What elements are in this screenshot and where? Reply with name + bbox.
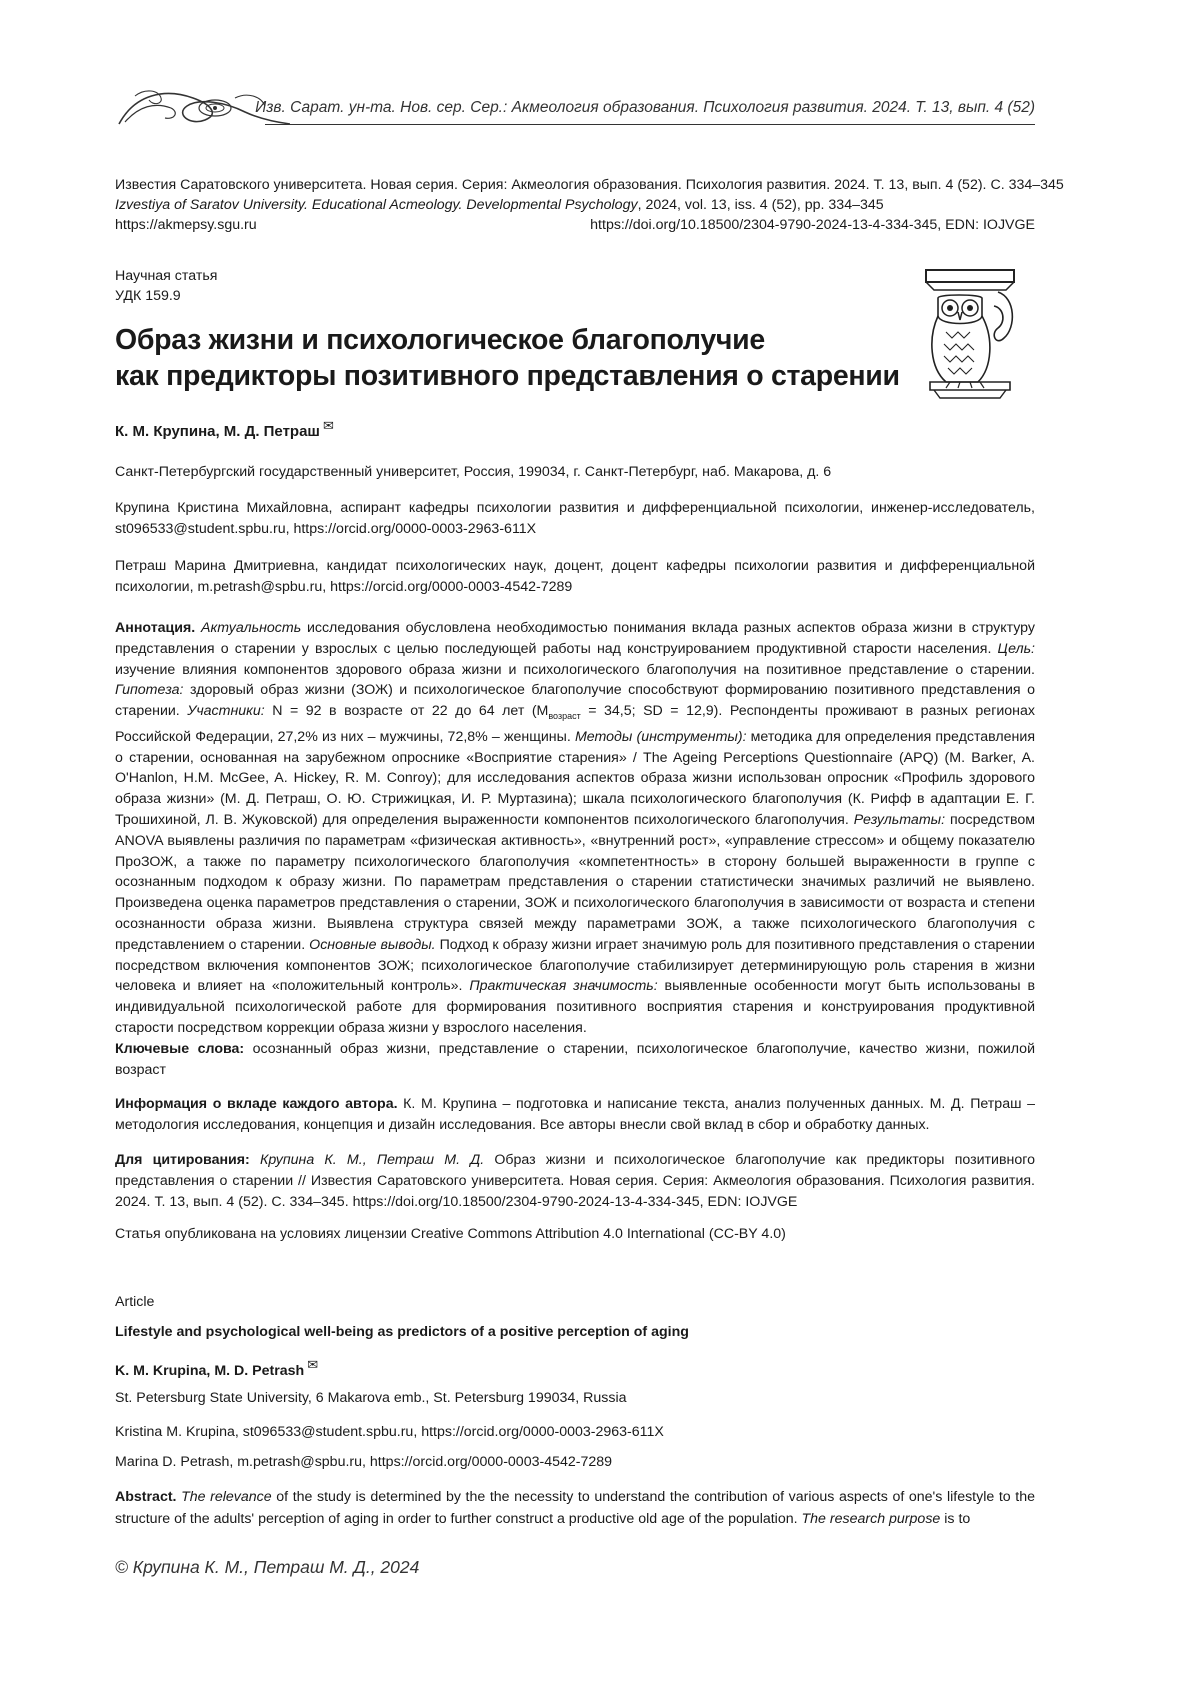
goal-text: изучение влияния компонентов здорового образа жизни и психологического благополучия на позитивное представление о старении. <box>115 662 1035 678</box>
title-line-2: как предикторы позитивного представления о старении <box>115 358 905 394</box>
abstract-label: Аннотация. <box>115 620 195 636</box>
hypothesis-text: здоровый образ жизни (ЗОЖ) и психологическое благополучие способствуют формированию позитивного представления о старении. <box>115 682 1035 719</box>
ru-citation-line: Известия Саратовского университета. Новая серия. Серия: Акмеология образования. Психология развития. 2024. Т. 13, вып. 4 (52). С. 334–345 <box>115 175 1035 195</box>
title-line-1: Образ жизни и психологическое благополучие <box>115 322 905 358</box>
authors-ru-names: К. М. Крупина, М. Д. Петраш <box>115 423 320 440</box>
actuality-label: Актуальность <box>201 620 301 636</box>
journal-site-link[interactable]: https://akmepsy.sgu.ru <box>115 215 257 235</box>
participants-text-b: = 34,5; SD = 12,9). Респонденты проживают в разных регионах Российской Федерации, 27,2% из них – мужчины, 72,8% – женщины. <box>115 703 1035 745</box>
owl-emblem-icon <box>920 268 1020 400</box>
en-mail-icon[interactable]: ✉ <box>307 1357 318 1372</box>
citation-text: Образ жизни и психологическое благополучие как предикторы позитивного представления о старении // Известия Саратовского университета. Новая серия. Серия: Акмеология образования. Психология развития. 2024. Т. 13, вып. 4 (52). С. 334–345. https://doi.org/10.18500/2304-9790-2024-13-4-334-345, EDN: IOJVGE <box>115 1152 1035 1210</box>
abstract-section <box>115 618 1035 1245</box>
contribution-text: К. М. Крупина – подготовка и написание текста, анализ полученных данных. М. Д. Петраш – методология исследования, концепция и дизайн исследования. Все авторы внесли свой вклад в сбор и обработку данных. <box>115 1096 1035 1133</box>
author1-info-ru: Крупина Кристина Михайловна, аспирант кафедры психологии развития и дифференциальной психологии, инженер-исследователь, st096533@student.spbu.ru, https://orcid.org/0000-0003-2963-611X <box>115 498 1035 540</box>
links-line <box>115 215 1035 235</box>
en-author1: Kristina M. Krupina, st096533@student.spbu.ru, https://orcid.org/0000-0003-2963-611X <box>115 1422 1035 1443</box>
practical-label: Практическая значимость: <box>469 978 657 994</box>
en-relevance-label: The relevance <box>181 1489 272 1505</box>
en-purpose-text: is to <box>940 1511 970 1527</box>
keywords-label: Ключевые слова: <box>115 1041 244 1057</box>
participants-subscript: возраст <box>548 711 580 721</box>
hypothesis-label: Гипотеза: <box>115 682 184 698</box>
article-type-block <box>115 266 217 306</box>
doi-link[interactable]: https://doi.org/10.18500/2304-9790-2024-13-4-334-345, EDN: IOJVGE <box>590 215 1035 235</box>
goal-label: Цель: <box>998 641 1035 657</box>
en-article-type: Article <box>115 1292 1035 1313</box>
license-paragraph: Статья опубликована на условиях лицензии Creative Commons Attribution 4.0 International (CC-BY 4.0) <box>115 1224 1035 1245</box>
participants-text-a: N = 92 в возрасте от 22 до 64 лет (M <box>265 703 549 719</box>
citation-label: Для цитирования: <box>115 1152 250 1168</box>
running-head-text: Изв. Сарат. ун-та. Нов. сер. Сер.: Акмеология образования. Психология развития. 2024. Т. 13, вып. 4 (52) <box>255 99 1035 117</box>
abstract-paragraph <box>115 618 1035 1039</box>
contribution-paragraph <box>115 1094 1035 1136</box>
authors-ru <box>115 418 334 440</box>
actuality-text: исследования обусловлена необходимостью понимания вклада разных аспектов образа жизни в структуру представления о старении у взрослых с целью последующей работы над конструированием продуктивной старости населения. <box>115 620 1035 657</box>
en-authors-names: K. M. Krupina, M. D. Petrash <box>115 1363 304 1379</box>
conclusions-text: Подход к образу жизни играет значимую роль для позитивного представления о старении посредством включения компонентов ЗОЖ; психологическое благополучие стабилизирует детерминирующую роль старения в жизни человека и влияет на «положительный контроль». <box>115 937 1035 995</box>
en-relevance-text: of the study is determined by the the necessity to understand the contribution of various aspects of one's lifestyle to the structure of the adults' perception of aging in order to further construct a productive old age of the population. <box>115 1489 1035 1527</box>
copyright-notice: © Крупина К. М., Петраш М. Д., 2024 <box>115 1557 419 1578</box>
contribution-label: Информация о вкладе каждого автора. <box>115 1096 398 1112</box>
en-author2: Marina D. Petrash, m.petrash@spbu.ru, https://orcid.org/0000-0003-4542-7289 <box>115 1452 1035 1473</box>
methods-text: методика для определения представления о старении, основанная на зарубежном опроснике «Восприятие старения» / The Ageing Perceptions Questionnaire (APQ) (M. Barker, A. O'Hanlon, H.M. McGee, A. Hickey, R. M. Conroy); для исследования аспектов образа жизни использован опросник «Профиль здорового образа жизни» (М. Д. Петраш, О. Ю. Стрижицкая, И. Р. Муртазина); шкала психологического благополучия (К. Рифф в адаптации Е. Г. Трошихиной, Л. В. Жуковской) для определения выраженности компонентов психологического благополучия. <box>115 729 1035 828</box>
en-abstract-label: Abstract. <box>115 1489 177 1505</box>
keywords-paragraph <box>115 1039 1035 1081</box>
en-purpose-label: The research purpose <box>802 1511 941 1527</box>
results-label: Результаты: <box>854 812 945 828</box>
journal-meta <box>115 175 1035 235</box>
en-affiliation: St. Petersburg State University, 6 Makarova emb., St. Petersburg 199034, Russia <box>115 1388 1035 1409</box>
article-type: Научная статья <box>115 266 217 286</box>
results-text: посредством ANOVA выявлены различия по параметрам «физическая активность», «внутренний рост», «управление стрессом» и общему показателю ПроЗОЖ, а также по параметру психологического благополучия «компетентность» в сторону большей выраженности в группе с осознанным подходом к образу жизни. По параметрам представления о старении статистически значимых различий не выявлено. Произведена оценка параметров представления о старении, ЗОЖ и психологического благополучия в зависимости от возраста и степени осознанности образа жизни. Выявлена структура связей между параметрами ЗОЖ, а также психологического благополучия с представлением о старении. <box>115 812 1035 953</box>
conclusions-label: Основные выводы. <box>309 937 435 953</box>
header-rule <box>265 124 1035 125</box>
practical-text: выявленные особенности могут быть использованы в индивидуальной психологической работе для формирования позитивного восприятия старения и конструирования продуктивной старости посредством коррекции образа жизни у взрослого населения. <box>115 978 1035 1036</box>
citation-paragraph <box>115 1150 1035 1212</box>
mail-icon[interactable]: ✉ <box>323 418 334 433</box>
en-title: Lifestyle and psychological well-being as predictors of a positive perception of aging <box>115 1322 1035 1343</box>
article-title <box>115 322 905 394</box>
running-head <box>115 84 1035 130</box>
methods-label: Методы (инструменты): <box>575 729 747 745</box>
participants-label: Участники: <box>187 703 264 719</box>
en-journal-name: Izvestiya of Saratov University. Educational Acmeology. Developmental Psychology <box>115 197 638 213</box>
udk: УДК 159.9 <box>115 286 217 306</box>
en-citation-line <box>115 195 1035 215</box>
keywords-text: осознанный образ жизни, представление о старении, психологическое благополучие, качество жизни, пожилой возраст <box>115 1041 1035 1078</box>
affiliation-ru: Санкт-Петербургский государственный университет, Россия, 199034, г. Санкт-Петербург, наб. Макарова, д. 6 <box>115 462 1035 483</box>
en-authors <box>115 1354 1035 1382</box>
en-journal-details: , 2024, vol. 13, iss. 4 (52), pp. 334–345 <box>638 197 884 213</box>
author2-info-ru: Петраш Марина Дмитриевна, кандидат психологических наук, доцент, доцент кафедры психологии развития и дифференциальной психологии, m.petrash@spbu.ru, https://orcid.org/0000-0003-4542-7289 <box>115 556 1035 598</box>
en-abstract <box>115 1486 1035 1530</box>
citation-authors: Крупина К. М., Петраш М. Д. <box>250 1152 484 1168</box>
